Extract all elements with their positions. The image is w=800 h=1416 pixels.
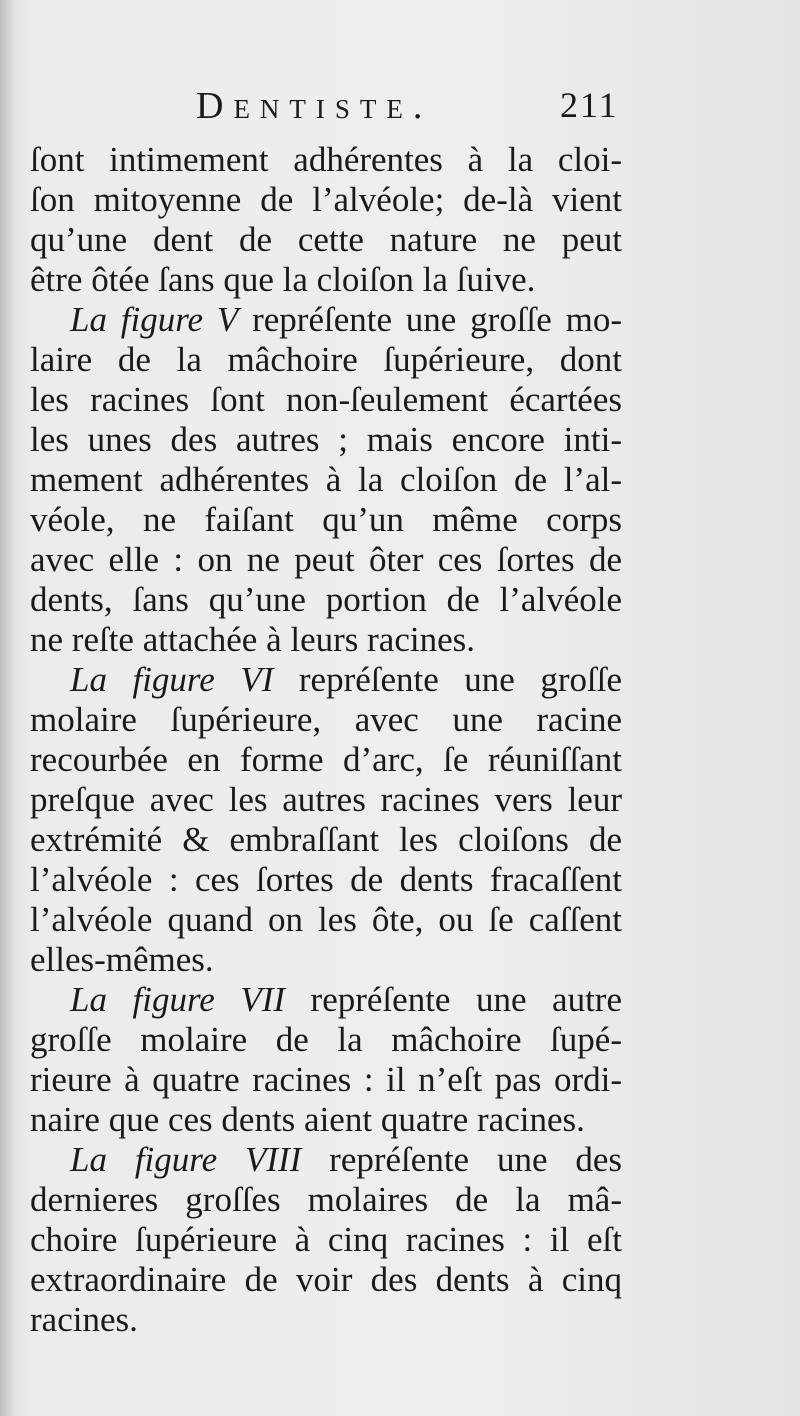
- text-line: elles-mêmes.: [30, 940, 214, 979]
- paragraph: [30, 140, 622, 300]
- line-text: repréſente une des: [301, 1140, 622, 1179]
- text-line: dernieres groſſes molaires de la mâ-: [30, 1180, 622, 1219]
- line-text: repréſente une autre: [285, 980, 622, 1019]
- text-line: les racines ſont non-ſeulement écartées: [30, 380, 622, 419]
- text-line: naire que ces dents aient quatre racines.: [30, 1100, 585, 1139]
- text-line: [30, 300, 622, 340]
- text-line: ſon mitoyenne de l’alvéole; de-là vient: [30, 180, 622, 219]
- paragraph: [30, 660, 622, 980]
- page-number: 211: [560, 85, 619, 125]
- text-line: extraordinaire de voir des dents à cinq: [30, 1260, 622, 1299]
- figure-reference: La figure VI: [70, 660, 274, 699]
- text-line: l’alvéole : ces ſortes de dents fracaſſent: [30, 860, 622, 899]
- paragraph: [30, 1140, 622, 1340]
- text-line: véole, ne faiſant qu’un même corps: [30, 500, 622, 539]
- body-text: [30, 140, 622, 1340]
- text-line: choire ſupérieure à cinq racines : il eſt: [30, 1220, 622, 1259]
- text-line: recourbée en forme d’arc, ſe réuniſſant: [30, 740, 622, 779]
- paragraph: [30, 980, 622, 1140]
- text-line: l’alvéole quand on les ôte, ou ſe caſſent: [30, 900, 622, 939]
- text-line: être ôtée ſans que la cloiſon la ſuive.: [30, 260, 536, 299]
- page-header: [0, 80, 800, 130]
- text-line: [30, 980, 622, 1020]
- running-title: Dentiste.: [196, 85, 433, 127]
- text-line: extrémité & embraſſant les cloiſons de: [30, 820, 622, 859]
- text-line: avec elle : on ne peut ôter ces ſortes de: [30, 540, 622, 579]
- text-line: groſſe molaire de la mâchoire ſupé-: [30, 1020, 622, 1059]
- text-line: [30, 1140, 622, 1180]
- text-line: ne reſte attachée à leurs racines.: [30, 620, 476, 659]
- text-line: ſont intimement adhérentes à la cloi-: [30, 140, 622, 179]
- paragraph: [30, 300, 622, 660]
- page-gutter-shadow: [0, 0, 14, 1416]
- figure-reference: La figure V: [70, 300, 239, 339]
- figure-reference: La figure VII: [70, 980, 286, 1019]
- text-line: mement adhérentes à la cloiſon de l’al-: [30, 460, 622, 499]
- text-line: molaire ſupérieure, avec une racine: [30, 700, 622, 739]
- text-line: racines.: [30, 1300, 138, 1339]
- line-text: repréſente une groſſe: [273, 660, 622, 699]
- line-text: repréſente une groſſe mo-: [238, 300, 622, 339]
- figure-reference: La figure VIII: [70, 1140, 302, 1179]
- text-line: [30, 660, 622, 700]
- text-line: rieure à quatre racines : il n’eſt pas ordi-: [30, 1060, 622, 1099]
- text-line: preſque avec les autres racines vers leur: [30, 780, 622, 819]
- text-line: qu’une dent de cette nature ne peut: [30, 220, 622, 259]
- text-line: les unes des autres ; mais encore inti-: [30, 420, 622, 459]
- text-line: laire de la mâchoire ſupérieure, dont: [30, 340, 622, 379]
- text-line: dents, ſans qu’une portion de l’alvéole: [30, 580, 622, 619]
